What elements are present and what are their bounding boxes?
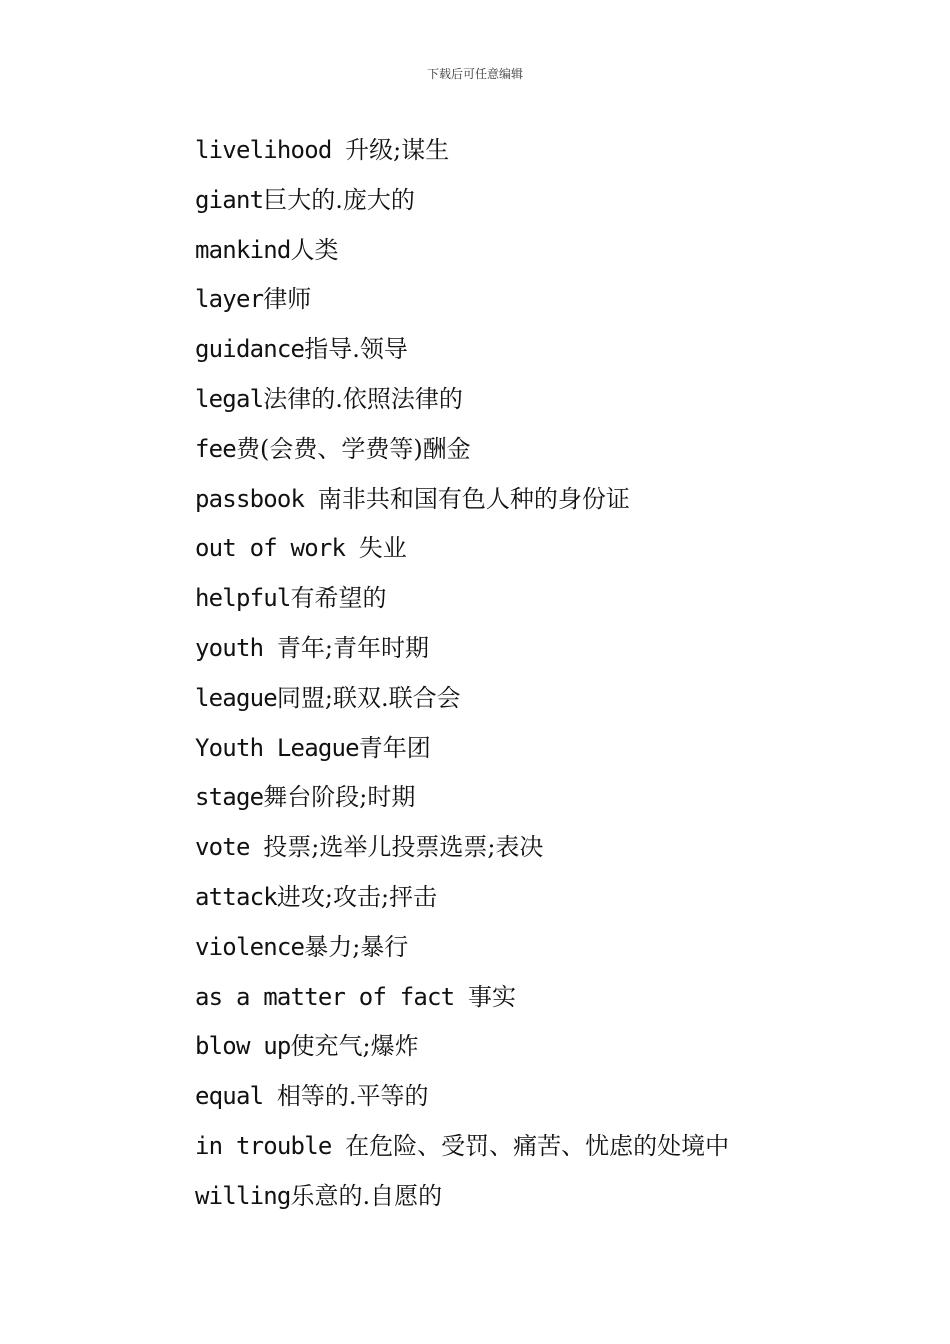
vocab-entry [195,427,915,477]
vocab-entry [195,377,915,427]
chinese-meaning: 使充气;爆炸 [290,1032,419,1061]
chinese-meaning: 律师 [263,285,312,314]
chinese-meaning: 暴力;暴行 [304,932,409,961]
vocab-entry [195,1074,915,1124]
chinese-meaning: 青年;青年时期 [276,633,429,662]
chinese-meaning: 事实 [468,982,516,1011]
vocab-entry [195,228,915,278]
chinese-meaning: 舞台阶段;时期 [263,783,416,812]
chinese-meaning: 同盟;联双.联合会 [276,683,461,712]
chinese-meaning: 乐意的.自愿的 [290,1181,443,1210]
chinese-meaning: 在危险、受罚、痛苦、忧虑的处境中 [345,1131,730,1160]
english-term: giant [195,185,264,214]
vocab-entry [195,526,915,576]
chinese-meaning: 南非共和国有色人种的身份证 [317,484,630,513]
chinese-meaning: 相等的.平等的 [276,1082,429,1111]
chinese-meaning: 有希望的 [290,584,387,613]
vocab-entry [195,178,915,228]
vocab-entry [195,925,915,975]
english-term: in trouble [195,1131,346,1160]
vocab-entry [195,975,915,1025]
vocab-entry [195,277,915,327]
english-term: layer [195,285,264,314]
chinese-meaning: 巨大的.庞大的 [263,185,415,214]
english-term: passbook [195,484,318,513]
chinese-meaning: 法律的.依照法律的 [263,384,463,413]
chinese-meaning: 进攻;攻击;抨击 [276,882,438,911]
english-term: guidance [195,335,305,364]
english-term: fee [195,434,236,463]
english-term: as a matter of fact [195,982,468,1011]
chinese-meaning: 失业 [358,534,407,563]
chinese-meaning: 费(会费、学费等)酬金 [235,434,471,463]
vocab-entry [195,1174,915,1224]
vocabulary-list [195,128,915,1224]
chinese-meaning: 投票;选举儿投票选票;表决 [263,833,544,862]
chinese-meaning: 指导.领导 [304,335,408,364]
vocab-entry [195,1124,915,1174]
english-term: league [195,683,277,712]
chinese-meaning: 人类 [290,235,339,264]
vocab-entry [195,626,915,676]
chinese-meaning: 青年团 [358,733,431,762]
english-term: out of work [195,534,359,563]
vocab-entry [195,726,915,776]
page-header: 下载后可任意编辑 [426,67,523,81]
english-term: equal [195,1082,277,1111]
english-term: attack [195,882,277,911]
vocab-entry [195,875,915,925]
english-term: legal [195,384,264,413]
english-term: Youth League [195,733,359,762]
english-term: youth [195,633,277,662]
chinese-meaning: 升级;谋生 [345,136,450,164]
vocab-entry [195,825,915,875]
english-term: violence [195,932,305,961]
english-term: vote [195,833,264,862]
english-term: helpful [195,584,291,613]
english-term: livelihood [195,136,346,164]
english-term: willing [195,1181,291,1210]
vocab-entry [195,676,915,726]
vocab-entry [195,1024,915,1074]
english-term: mankind [195,235,291,264]
vocab-entry [195,477,915,527]
vocab-entry [195,775,915,825]
vocab-entry [195,128,915,178]
vocab-entry [195,327,915,377]
english-term: stage [195,783,264,812]
vocab-entry [195,576,915,626]
english-term: blow up [195,1032,291,1061]
